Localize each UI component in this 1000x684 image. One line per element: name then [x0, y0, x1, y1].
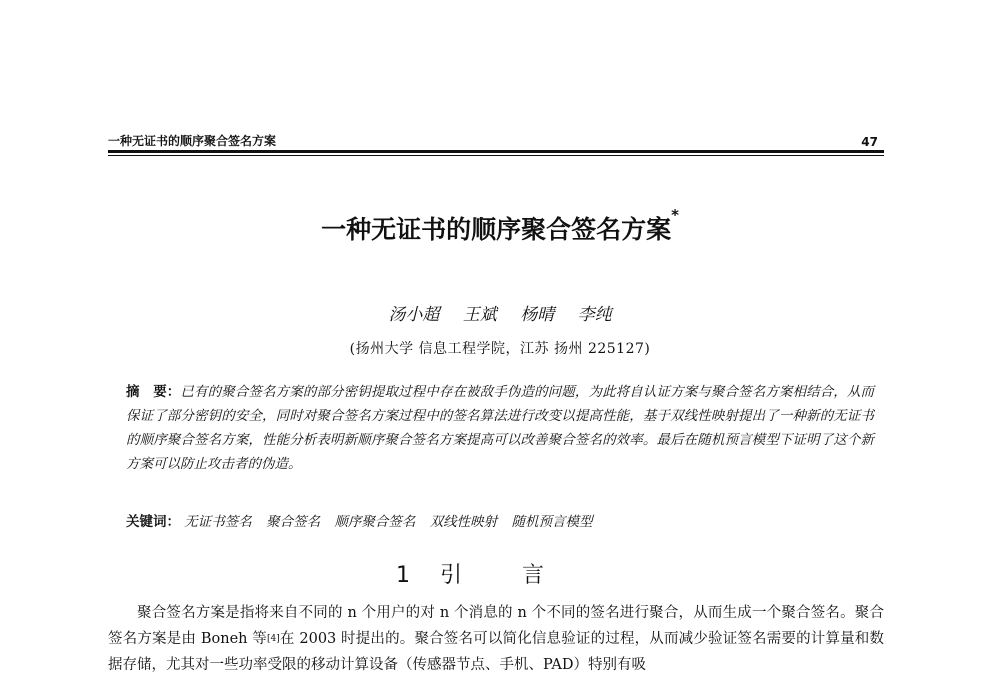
abstract — [126, 380, 874, 476]
keyword: 顺序聚合签名 — [334, 514, 416, 530]
section-number: 1 — [395, 563, 410, 588]
body-text-part2: 在 2003 时提出的。聚合签名可以简化信息验证的过程，从而减少验证签名需要的计算量和数据存储，尤其对一些功率受限的移动计算设备（传感器节点、手机、PAD）特别有吸 — [108, 631, 884, 673]
section-title: 引言 — [439, 563, 604, 588]
body-paragraph — [108, 600, 884, 678]
keyword: 聚合签名 — [266, 514, 321, 530]
paper-title-text: 一种无证书的顺序聚合签名方案 — [321, 215, 672, 244]
section-heading — [0, 558, 1000, 589]
page-number: 47 — [861, 135, 878, 149]
header-rule-thick — [108, 150, 884, 153]
paper-title — [0, 206, 1000, 246]
abstract-label: 摘 要： — [126, 384, 181, 400]
citation-ref: [4] — [266, 634, 280, 644]
abstract-text: 已有的聚合签名方案的部分密钥提取过程中存在被敌手伪造的问题，为此将自认证方案与聚合签名方案相结合，从而保证了部分密钥的安全，同时对聚合签名方案过程中的签名算法进行改变以提高性能，基于双线性映射提出了一种新的无证书的顺序聚合签名方案，性能分析表明新顺序聚合签名方案提高可以改善聚合签名的效率。最后在随机预言模型下证明了这个新方案可以防止攻击者的伪造。 — [126, 384, 875, 472]
authors: 汤小超 王斌 杨晴 李纯 — [388, 305, 612, 325]
running-title: 一种无证书的顺序聚合签名方案 — [108, 134, 277, 148]
header-rule-thin — [108, 155, 884, 156]
title-footnote-mark: * — [671, 206, 679, 224]
affiliation: (扬州大学 信息工程学院，江苏 扬州 225127) — [349, 341, 651, 357]
keyword: 双线性映射 — [429, 514, 498, 530]
keywords — [126, 510, 874, 530]
body-text-part1: 聚合签名方案是指将来自不同的 n 个用户的对 n 个消息的 n 个不同的签名进行聚合，从而生成一个聚合签名。聚合签名方案是由 Boneh 等 — [108, 605, 884, 647]
keywords-label: 关键词： — [126, 514, 180, 530]
body-text — [108, 600, 884, 678]
keyword: 随机预言模型 — [511, 514, 593, 530]
keyword: 无证书签名 — [184, 514, 252, 530]
running-head — [108, 132, 878, 149]
